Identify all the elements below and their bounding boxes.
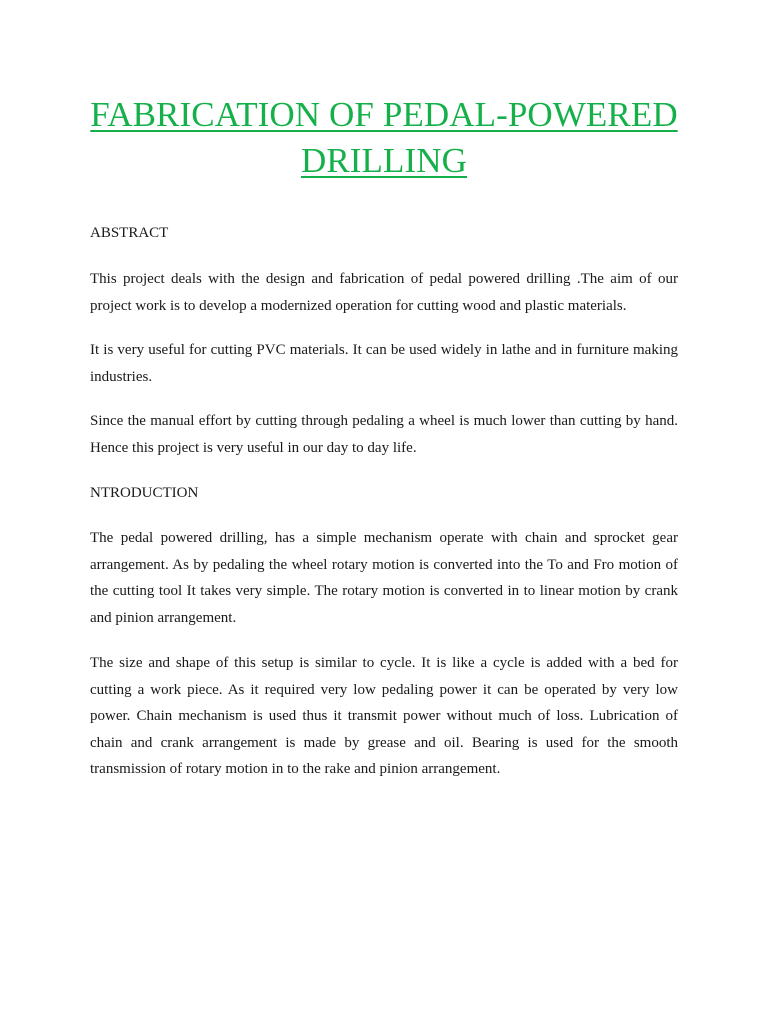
document-page: [90, 92, 678, 184]
abstract-paragraph-2: It is very useful for cutting PVC materials. It can be used widely in lathe and in furniture making industries.: [90, 342, 678, 385]
introduction-paragraph-1: The pedal powered drilling, has a simple mechanism operate with chain and sprocket gear arrangement. As by pedaling the wheel rotary motion is converted into the To and Fro motion of the cutting tool It takes very simple. The rotary motion is converted in to linear motion by crank and pinion arrangement.: [90, 530, 678, 626]
abstract-paragraph-3: Since the manual effort by cutting through pedaling a wheel is much lower than cutting by hand. Hence this project is very useful in our day to day life.: [90, 413, 678, 456]
introduction-heading: NTRODUCTION: [90, 485, 199, 501]
abstract-paragraph-1: This project deals with the design and fabrication of pedal powered drilling .The aim of our project work is to develop a modernized operation for cutting wood and plastic materials.: [90, 271, 678, 314]
introduction-paragraph-2: The size and shape of this setup is similar to cycle. It is like a cycle is added with a bed for cutting a work piece. As it required very low pedaling power it can be operated by very low power. Chain mechanism is used thus it transmit power without much of loss. Lubrication of chain and crank arrangement is made by grease and oil. Bearing is used for the smooth transmission of rotary motion in to the rake and pinion arrangement.: [90, 655, 678, 778]
abstract-heading: ABSTRACT: [90, 225, 169, 241]
document-title: FABRICATION OF PEDAL-POWERED DRILLING: [90, 95, 678, 180]
